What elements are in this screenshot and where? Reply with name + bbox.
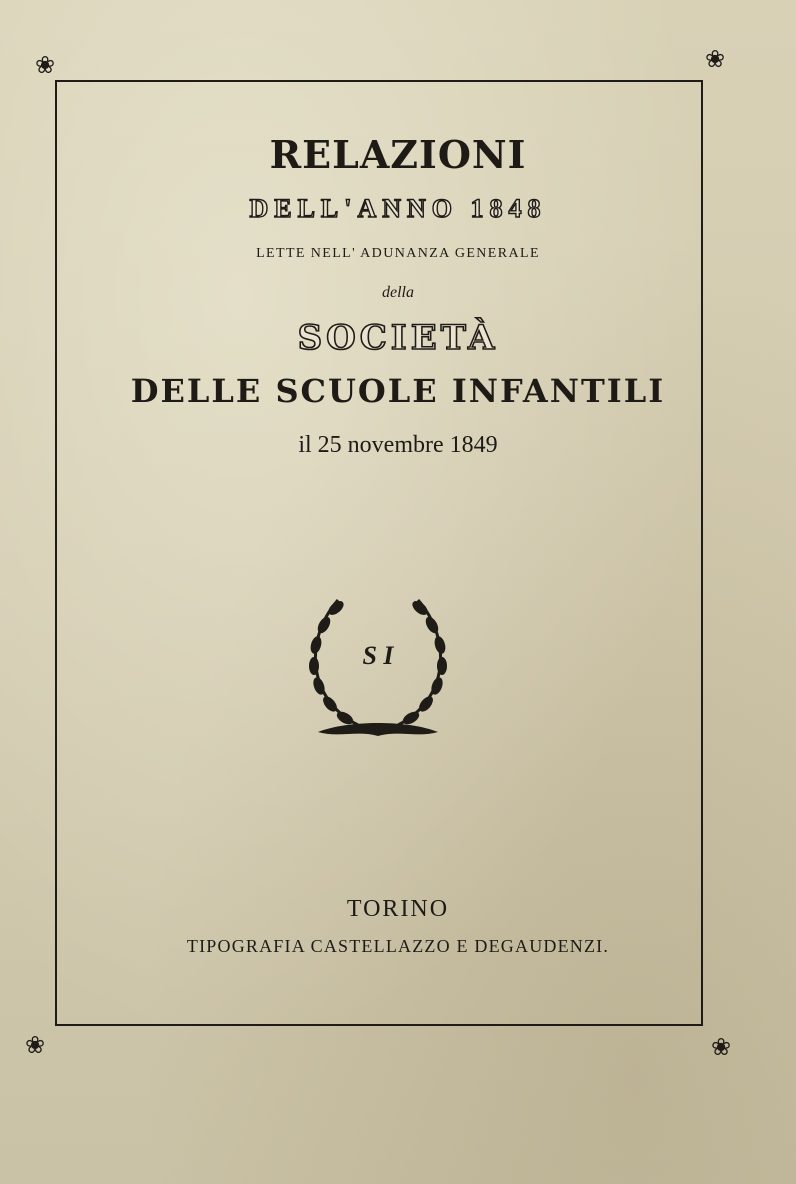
corner-ornament-icon: ❀	[704, 45, 726, 73]
year-line: DELL'ANNO 1848	[249, 194, 547, 223]
society-name: DELLE SCUOLE INFANTILI	[130, 372, 666, 410]
subtitle-line: LETTE NELL' ADUNANZA GENERALE	[256, 246, 540, 261]
wreath-monogram: S I	[362, 641, 394, 670]
page-title: RELAZIONI	[269, 132, 527, 177]
printer-name: TIPOGRAFIA CASTELLAZZO E DEGAUDENZI.	[186, 936, 610, 956]
corner-ornament-icon: ❀	[34, 51, 56, 79]
date-line: il 25 novembre 1849	[298, 432, 498, 458]
societa-heading: SOCIETÀ	[297, 318, 499, 358]
city-name: TORINO	[346, 896, 450, 922]
corner-ornament-icon: ❀	[710, 1033, 732, 1061]
laurel-wreath-icon	[298, 580, 458, 750]
corner-ornament-icon: ❀	[24, 1031, 46, 1059]
della-word: della	[382, 284, 414, 301]
